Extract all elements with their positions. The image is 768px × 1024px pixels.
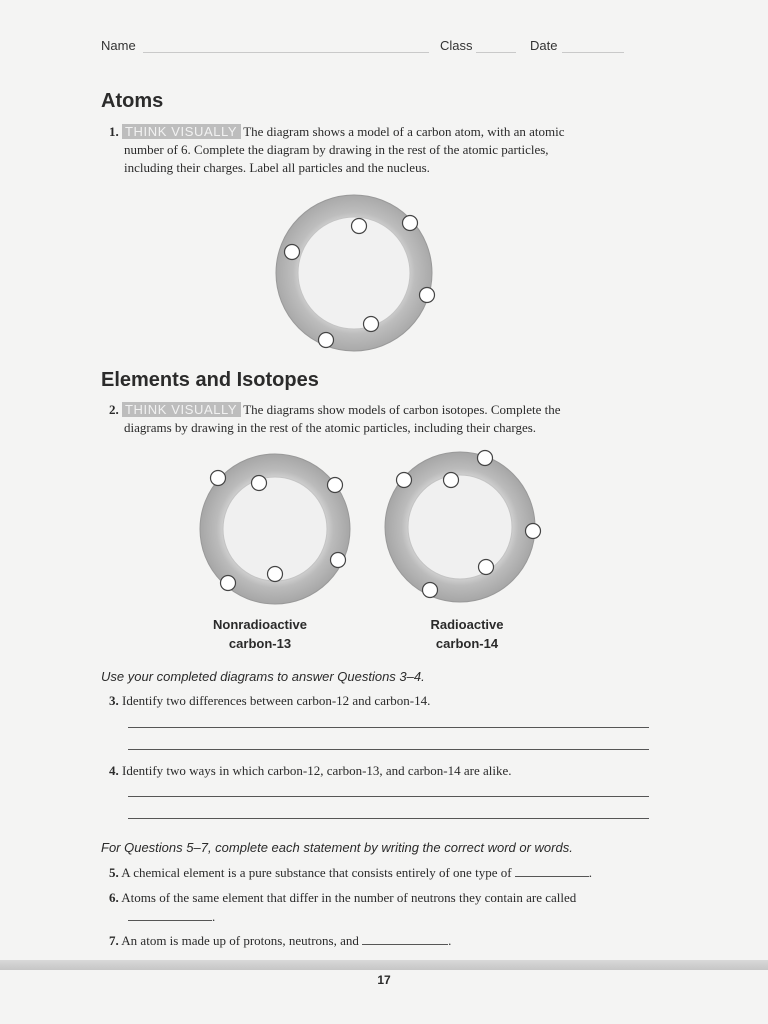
fill-in-blank[interactable]: [128, 908, 212, 921]
question-punctuation: .: [448, 933, 452, 948]
question-text: A chemical element is a pure substance that consists entirely of one type of: [121, 865, 512, 880]
question-3: [109, 692, 430, 710]
electron-marker[interactable]: [479, 560, 494, 575]
question-text: The diagrams show models of carbon isotopes. Complete the: [243, 402, 561, 417]
question-text: An atom is made up of protons, neutrons, and: [121, 933, 359, 948]
electron-marker[interactable]: [478, 451, 493, 466]
carbon-13-diagram: [200, 454, 350, 604]
electron-marker[interactable]: [268, 567, 283, 582]
question-text: The diagram shows a model of a carbon atom, with an atomic: [243, 124, 565, 139]
footer-band: [0, 960, 768, 970]
question-7: [109, 932, 451, 950]
electron-marker[interactable]: [403, 216, 418, 231]
electron-marker[interactable]: [211, 471, 226, 486]
inner-shell: [408, 475, 512, 579]
question-punctuation: .: [212, 909, 216, 924]
class-label: Class: [440, 38, 473, 53]
question-1: [109, 123, 669, 177]
date-field[interactable]: [562, 52, 624, 53]
question-text: number of 6. Complete the diagram by drawing in the rest of the atomic particles,: [124, 142, 549, 157]
class-field[interactable]: [476, 52, 516, 53]
electron-marker[interactable]: [285, 245, 300, 260]
electron-marker[interactable]: [221, 576, 236, 591]
electron-marker[interactable]: [331, 553, 346, 568]
electron-marker[interactable]: [397, 473, 412, 488]
fill-in-blank[interactable]: [515, 864, 589, 877]
fill-in-blank[interactable]: [362, 932, 448, 945]
question-number: 2.: [109, 402, 119, 417]
question-5: [109, 864, 592, 882]
question-number: 7.: [109, 933, 119, 948]
caption-line: Nonradioactive: [213, 617, 307, 632]
instructions-3-4: Use your completed diagrams to answer Questions 3–4.: [101, 669, 425, 684]
question-number: 3.: [109, 693, 119, 708]
question-number: 5.: [109, 865, 119, 880]
name-field[interactable]: [143, 52, 429, 53]
inner-shell: [223, 477, 327, 581]
think-visually-badge: THINK VISUALLY: [122, 124, 241, 139]
caption-line: carbon-14: [435, 636, 499, 651]
section-title-elements-isotopes: Elements and Isotopes: [101, 369, 319, 391]
section-title-atoms: Atoms: [101, 90, 164, 112]
answer-line[interactable]: [128, 727, 649, 728]
question-text: Identify two differences between carbon-12 and carbon-14.: [122, 693, 431, 708]
date-label: Date: [530, 38, 558, 53]
instructions-5-7: For Questions 5–7, complete each statement by writing the correct word or words.: [101, 840, 573, 855]
electron-marker[interactable]: [352, 219, 367, 234]
electron-marker[interactable]: [444, 473, 459, 488]
question-6-blank-row: [128, 908, 215, 926]
caption-carbon-14: [402, 615, 532, 653]
electron-marker[interactable]: [364, 317, 379, 332]
think-visually-badge: THINK VISUALLY: [122, 402, 241, 417]
question-4: [109, 762, 512, 780]
answer-line[interactable]: [128, 796, 649, 797]
page-number: 17: [377, 973, 391, 987]
question-number: 1.: [109, 124, 119, 139]
inner-shell: [298, 217, 410, 329]
question-text: Identify two ways in which carbon-12, carbon-13, and carbon-14 are alike.: [122, 763, 512, 778]
electron-marker[interactable]: [328, 478, 343, 493]
question-punctuation: .: [588, 865, 593, 880]
answer-line[interactable]: [128, 818, 649, 819]
question-2: [109, 401, 669, 437]
question-number: 6.: [109, 890, 119, 905]
electron-marker[interactable]: [423, 583, 438, 598]
electron-marker[interactable]: [252, 476, 267, 491]
answer-line[interactable]: [128, 749, 649, 750]
question-text: diagrams by drawing in the rest of the atomic particles, including their charges.: [124, 420, 537, 435]
isotope-diagrams: [190, 445, 550, 615]
question-number: 4.: [109, 763, 119, 778]
electron-marker[interactable]: [526, 524, 541, 539]
question-6: [109, 889, 576, 907]
question-text: Atoms of the same element that differ in the number of neutrons they contain are called: [121, 890, 577, 905]
caption-carbon-13: [195, 615, 325, 653]
caption-line: Radioactive: [430, 617, 504, 632]
electron-marker[interactable]: [319, 333, 334, 348]
carbon-atom-diagram: [270, 188, 450, 360]
electron-marker[interactable]: [420, 288, 435, 303]
caption-line: carbon-13: [228, 636, 292, 651]
carbon-14-diagram: [385, 451, 541, 603]
name-label: Name: [101, 38, 136, 53]
question-text: including their charges. Label all particles and the nucleus.: [124, 160, 430, 175]
